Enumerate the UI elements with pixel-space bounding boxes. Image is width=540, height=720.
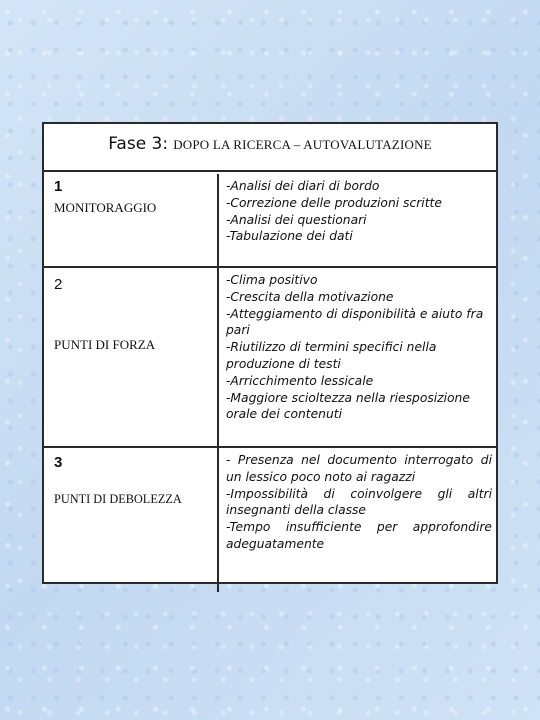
list-item: -Analisi dei diari di bordo — [226, 179, 380, 193]
list-item: -Impossibilità di coinvolgere gli altri insegnanti della classe — [226, 486, 492, 518]
row-heading — [44, 267, 218, 447]
row-label: PUNTI DI DEBOLEZZA — [54, 492, 182, 506]
row-heading — [44, 447, 218, 592]
table-row — [44, 267, 498, 447]
row-label: PUNTI DI FORZA — [54, 337, 156, 352]
list-item: -Crescita della motivazione — [226, 289, 394, 304]
row-number: 3 — [54, 454, 63, 471]
list-item: -Clima positivo — [226, 273, 318, 287]
row-content — [218, 447, 498, 592]
row-content — [218, 267, 498, 447]
phase-card — [42, 122, 498, 584]
list-item: -Atteggiamento di disponibilità e aiuto fra pari — [226, 306, 484, 338]
list-item: -Tabulazione dei dati — [226, 229, 353, 244]
list-item: -Tempo insufficiente per approfondire adeguatamente — [226, 520, 492, 551]
phase-table — [44, 174, 498, 592]
list-item: -Maggiore scioltezza nella riesposizione orale dei contenuti — [226, 390, 470, 422]
item-list — [226, 272, 492, 423]
row-content — [218, 174, 498, 267]
list-item: -Riutilizzo di termini specifici nella produzione di testi — [226, 340, 437, 371]
item-list — [226, 452, 492, 553]
table-row — [44, 174, 498, 267]
list-item: -Arricchimento lessicale — [226, 373, 374, 388]
title-header — [44, 124, 496, 172]
table-row — [44, 447, 498, 592]
title-sub: DOPO LA RICERCA – AUTOVALUTAZIONE — [173, 137, 432, 152]
row-heading — [44, 174, 218, 267]
list-item: -Analisi dei questionari — [226, 212, 367, 227]
page-title — [44, 134, 496, 154]
row-label: MONITORAGGIO — [54, 200, 157, 215]
list-item: - Presenza nel documento interrogato di un lessico poco noto ai ragazzi — [226, 453, 492, 484]
row-number: 1 — [54, 178, 63, 195]
title-main: Fase 3: — [108, 134, 169, 154]
item-list — [226, 178, 492, 245]
list-item: -Correzione delle produzioni scritte — [226, 195, 442, 210]
row-number: 2 — [54, 276, 63, 293]
